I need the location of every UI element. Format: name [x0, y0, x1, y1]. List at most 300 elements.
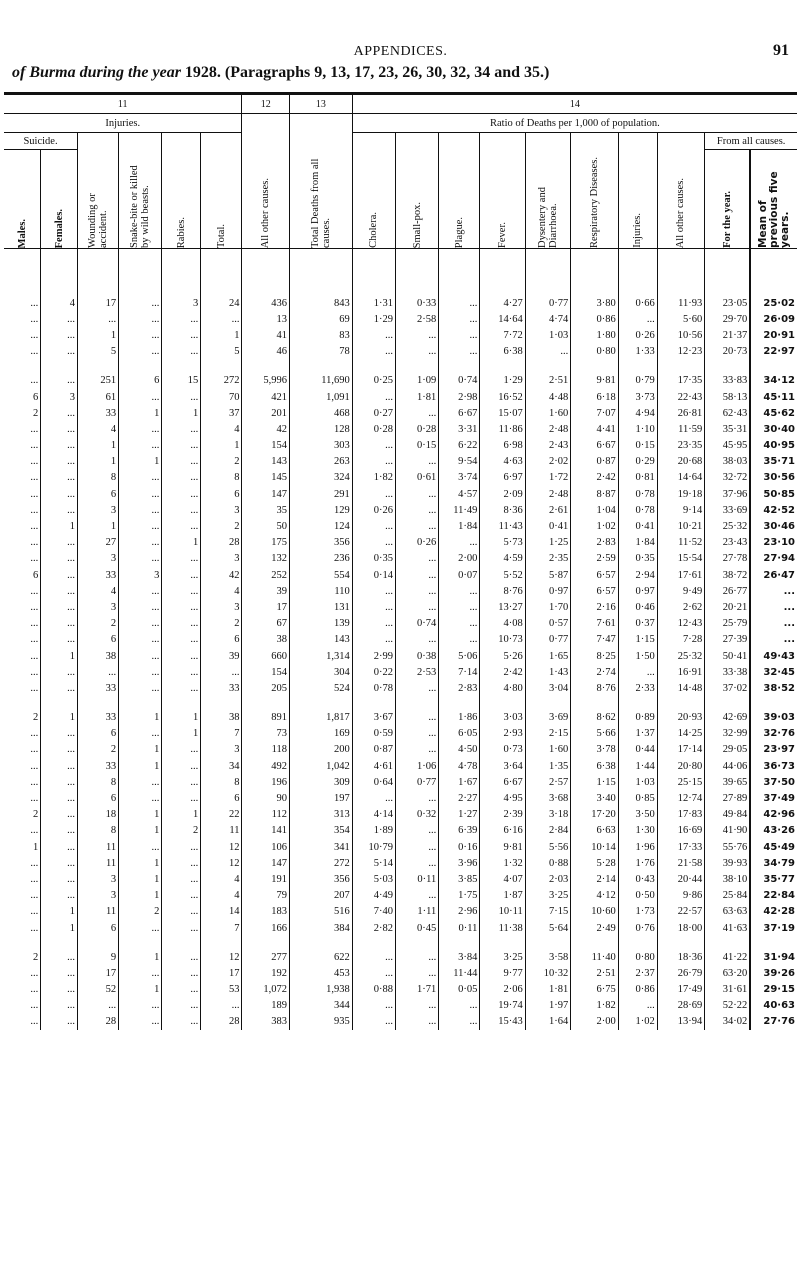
table-cell: ...	[162, 790, 201, 806]
table-cell: 9·49	[657, 583, 705, 599]
table-cell: 6·39	[439, 823, 480, 839]
table-cell: 2·35	[525, 551, 570, 567]
table-cell: 79	[242, 888, 290, 904]
table-cell: 4·57	[439, 486, 480, 502]
table-cell: 0·26	[352, 502, 395, 518]
table-cell: 63·63	[705, 904, 750, 920]
table-cell: 147	[242, 486, 290, 502]
table-cell: 3·69	[525, 710, 570, 726]
table-cell: 15·43	[480, 1014, 525, 1030]
table-cell: 27·89	[705, 790, 750, 806]
table-cell: 2	[78, 742, 119, 758]
table-cell: 191	[242, 871, 290, 887]
table-cell: 344	[290, 998, 353, 1014]
table-cell: ...	[30, 984, 39, 996]
table-cell: 17·35	[657, 373, 705, 389]
table-cell: ...	[162, 774, 201, 790]
table-cell: ...	[30, 375, 39, 387]
table-cell: 45·49	[750, 839, 797, 855]
table-cell: 2	[201, 616, 242, 632]
table-cell: 1·37	[618, 726, 657, 742]
table-cell: 192	[242, 965, 290, 981]
table-cell: 6·05	[439, 726, 480, 742]
table-cell: 2·49	[571, 920, 619, 936]
table-cell: ...	[439, 344, 480, 360]
table-cell: 2·09	[480, 486, 525, 502]
table-cell: ...	[162, 855, 201, 871]
table-cell: ...	[162, 998, 201, 1014]
table-cell: 33	[78, 405, 119, 421]
table-cell: 3·40	[571, 790, 619, 806]
table-body	[4, 249, 797, 1031]
table-cell: 309	[290, 774, 353, 790]
table-cell: 1·76	[618, 855, 657, 871]
table-cell: 2·33	[618, 680, 657, 696]
table-cell: 1·03	[618, 774, 657, 790]
table-cell: 0·38	[396, 648, 439, 664]
table-cell: 154	[242, 664, 290, 680]
table-cell: 303	[290, 438, 353, 454]
table-cell: 43·26	[750, 823, 797, 839]
table-cell: 22	[201, 807, 242, 823]
table-cell: 5·26	[480, 648, 525, 664]
table-cell: 3·80	[571, 295, 619, 311]
table-cell: 1·09	[396, 373, 439, 389]
col-header-small-pox: Small-pox.	[411, 201, 423, 248]
col-header-injuries-total: Total.	[215, 223, 227, 248]
table-cell: ...	[41, 632, 78, 648]
table-cell: 8·62	[571, 710, 619, 726]
table-cell: 1	[119, 871, 162, 887]
table-cell: 1	[33, 841, 39, 853]
table-cell: 324	[290, 470, 353, 486]
table-cell: 7·14	[439, 664, 480, 680]
table-cell: ...	[41, 949, 78, 965]
table-cell: ...	[119, 470, 162, 486]
table-cell: ...	[41, 680, 78, 696]
table-cell: 5·73	[480, 535, 525, 551]
table-row	[4, 454, 797, 470]
table-cell: ...	[119, 438, 162, 454]
table-cell: ...	[30, 329, 39, 341]
table-cell: ...	[30, 537, 39, 549]
table-cell: ...	[41, 726, 78, 742]
table-cell: ...	[439, 616, 480, 632]
table-cell: 29·05	[705, 742, 750, 758]
table-cell: ...	[119, 616, 162, 632]
table-cell: 4	[78, 421, 119, 437]
table-cell: 2·98	[439, 389, 480, 405]
table-cell: 2·82	[352, 920, 395, 936]
table-cell: ...	[162, 871, 201, 887]
table-cell: 1	[78, 518, 119, 534]
table-cell: 34·12	[750, 373, 797, 389]
table-cell: 175	[242, 535, 290, 551]
table-row	[4, 839, 797, 855]
table-cell: 10·32	[525, 965, 570, 981]
table-cell: ...	[30, 873, 39, 885]
table-cell: 15·54	[657, 551, 705, 567]
table-cell: 28	[201, 1014, 242, 1030]
table-row	[4, 807, 797, 823]
table-cell: 0·44	[618, 742, 657, 758]
table-cell: ...	[119, 965, 162, 981]
table-cell: ...	[30, 504, 39, 516]
table-cell: ...	[162, 648, 201, 664]
table-row	[4, 982, 797, 998]
table-cell: 2·59	[571, 551, 619, 567]
table-cell: 1	[119, 823, 162, 839]
table-cell: 0·61	[396, 470, 439, 486]
table-cell: 1	[162, 405, 201, 421]
table-cell: 26·77	[705, 583, 750, 599]
table-cell: 0·64	[352, 774, 395, 790]
table-cell: 16·91	[657, 664, 705, 680]
table-cell: 1·60	[525, 405, 570, 421]
table-cell: 2·27	[439, 790, 480, 806]
table-cell: 1	[78, 454, 119, 470]
table-cell: 0·41	[618, 518, 657, 534]
table-cell: 6·75	[571, 982, 619, 998]
table-row	[4, 327, 797, 343]
table-cell: 38·03	[705, 454, 750, 470]
table-cell: 3·04	[525, 680, 570, 696]
table-cell: ...	[352, 389, 395, 405]
table-cell: 7·07	[571, 405, 619, 421]
table-cell: 1·33	[618, 344, 657, 360]
table-cell: 4·07	[480, 871, 525, 887]
table-cell: 22·84	[750, 888, 797, 904]
table-cell: 2·84	[525, 823, 570, 839]
table-cell: 196	[242, 774, 290, 790]
table-cell: ...	[396, 888, 439, 904]
table-cell: 0·29	[618, 454, 657, 470]
table-cell: ...	[162, 454, 201, 470]
table-cell: 15	[162, 373, 201, 389]
table-cell: ...	[41, 583, 78, 599]
table-cell: 145	[242, 470, 290, 486]
table-cell: 1	[201, 438, 242, 454]
table-cell: 272	[201, 373, 242, 389]
col-header-fever: Fever.	[497, 222, 509, 248]
table-cell: 0·87	[352, 742, 395, 758]
table-cell: 6·57	[571, 567, 619, 583]
table-cell: 61	[78, 389, 119, 405]
table-cell: 11	[78, 904, 119, 920]
table-cell: 3	[78, 871, 119, 887]
table-cell: 32·72	[705, 470, 750, 486]
table-cell: 83	[290, 327, 353, 343]
table-cell: 112	[242, 807, 290, 823]
table-cell: ...	[396, 632, 439, 648]
table-cell: ...	[162, 344, 201, 360]
table-cell: ...	[162, 311, 201, 327]
table-cell: ...	[162, 470, 201, 486]
table-cell: ...	[352, 790, 395, 806]
table-cell: ...	[162, 664, 201, 680]
table-cell: 2·00	[571, 1014, 619, 1030]
table-cell: ...	[30, 666, 39, 678]
table-cell: 1·02	[618, 1014, 657, 1030]
table-cell: 12	[201, 855, 242, 871]
table-cell: 52·22	[705, 998, 750, 1014]
table-cell: ...	[41, 664, 78, 680]
col-header-plague: Plague.	[453, 216, 465, 248]
table-cell: 129	[290, 502, 353, 518]
table-row	[4, 998, 797, 1014]
table-cell: 143	[242, 454, 290, 470]
table-cell: 1·43	[525, 664, 570, 680]
table-cell: 4·49	[352, 888, 395, 904]
table-cell: 30·56	[750, 470, 797, 486]
table-cell: 2·43	[525, 438, 570, 454]
table-cell: 1·04	[571, 502, 619, 518]
table-row	[4, 888, 797, 904]
table-cell: ...	[41, 871, 78, 887]
table-cell: 0·35	[618, 551, 657, 567]
table-cell: 6·57	[571, 583, 619, 599]
table-cell: 1	[119, 949, 162, 965]
table-cell: ...	[750, 583, 797, 599]
table-cell: ...	[30, 634, 39, 646]
table-cell: 356	[290, 871, 353, 887]
table-cell: 11·38	[480, 920, 525, 936]
table-cell: ...	[41, 965, 78, 981]
table-cell: 6	[78, 486, 119, 502]
table-cell: 23·43	[705, 535, 750, 551]
table-cell: ...	[119, 599, 162, 615]
table-cell: 132	[242, 551, 290, 567]
table-cell: ...	[41, 888, 78, 904]
table-cell: 1	[41, 920, 78, 936]
table-cell: 3·85	[439, 871, 480, 887]
table-cell: 1,091	[290, 389, 353, 405]
table-cell: 1·06	[396, 758, 439, 774]
table-cell: 6·38	[571, 758, 619, 774]
table-cell: 0·57	[525, 616, 570, 632]
table-cell: 4·14	[352, 807, 395, 823]
table-cell: 37	[201, 405, 242, 421]
table-cell: 200	[290, 742, 353, 758]
table-cell: 124	[290, 518, 353, 534]
table-cell: ...	[162, 839, 201, 855]
table-cell: 11·43	[480, 518, 525, 534]
table-cell: ...	[119, 535, 162, 551]
table-cell: 1·87	[480, 888, 525, 904]
table-cell: 3·25	[480, 949, 525, 965]
table-cell: 38	[201, 710, 242, 726]
table-cell: 1·84	[439, 518, 480, 534]
table-cell: 6·97	[480, 470, 525, 486]
table-cell: ...	[30, 922, 39, 934]
table-cell: 0·85	[618, 790, 657, 806]
table-cell: ...	[396, 965, 439, 981]
table-cell: 5	[201, 344, 242, 360]
table-cell: 28	[201, 535, 242, 551]
table-cell: 1·02	[571, 518, 619, 534]
table-cell: 70	[201, 389, 242, 405]
table-cell: 7	[201, 920, 242, 936]
table-cell: 73	[242, 726, 290, 742]
table-cell: 9	[78, 949, 119, 965]
table-cell: 2·02	[525, 454, 570, 470]
table-cell: ...	[162, 758, 201, 774]
table-row	[4, 632, 797, 648]
table-cell: 0·89	[618, 710, 657, 726]
table-cell: 41·90	[705, 823, 750, 839]
table-cell: 0·78	[352, 680, 395, 696]
table-cell: ...	[352, 454, 395, 470]
table-cell: 18·00	[657, 920, 705, 936]
table-cell: 0·74	[439, 373, 480, 389]
table-cell: 207	[290, 888, 353, 904]
table-cell: 33	[78, 710, 119, 726]
table-cell: ...	[439, 1014, 480, 1030]
table-cell: 55·76	[705, 839, 750, 855]
table-cell: 3	[78, 551, 119, 567]
table-cell: 9·81	[480, 839, 525, 855]
table-cell: 1·27	[439, 807, 480, 823]
table-cell: 2	[201, 518, 242, 534]
table-cell: 42·28	[750, 904, 797, 920]
table-cell: ...	[525, 344, 570, 360]
table-cell: 42	[242, 421, 290, 437]
table-cell: 40·63	[750, 998, 797, 1014]
table-cell: 0·14	[352, 567, 395, 583]
table-cell: 5·56	[525, 839, 570, 855]
table-cell: ...	[162, 551, 201, 567]
table-cell: 31·94	[750, 949, 797, 965]
table-cell: 1	[119, 710, 162, 726]
table-cell: 0·76	[618, 920, 657, 936]
table-cell: ...	[162, 389, 201, 405]
table-cell: ...	[41, 373, 78, 389]
table-cell: 6·67	[571, 438, 619, 454]
table-cell: 1	[119, 454, 162, 470]
table-cell: 3	[78, 888, 119, 904]
table-cell: ...	[41, 405, 78, 421]
table-cell: 45·11	[750, 389, 797, 405]
table-cell: 0·28	[352, 421, 395, 437]
table-cell: 1·70	[525, 599, 570, 615]
table-cell: 0·05	[439, 982, 480, 998]
table-cell: 0·25	[352, 373, 395, 389]
table-cell: ...	[119, 1014, 162, 1030]
table-cell: ...	[396, 405, 439, 421]
table-cell: 62·43	[705, 405, 750, 421]
table-cell: 6·67	[439, 405, 480, 421]
table-cell: 1·86	[439, 710, 480, 726]
table-cell: 252	[242, 567, 290, 583]
table-cell: 1·80	[571, 327, 619, 343]
table-cell: 5·06	[439, 648, 480, 664]
table-cell: 26·79	[657, 965, 705, 981]
table-cell: 41·22	[705, 949, 750, 965]
table-cell: 2·39	[480, 807, 525, 823]
table-cell: 3	[201, 599, 242, 615]
table-cell: 15·07	[480, 405, 525, 421]
table-cell: ...	[41, 567, 78, 583]
table-cell: ...	[30, 825, 39, 837]
table-cell: 11·59	[657, 421, 705, 437]
table-cell: 4	[78, 583, 119, 599]
table-cell: 10·73	[480, 632, 525, 648]
table-cell: ...	[119, 295, 162, 311]
table-cell: 23·10	[750, 535, 797, 551]
table-cell: ...	[396, 726, 439, 742]
table-cell: 39·03	[750, 710, 797, 726]
table-cell: ...	[201, 998, 242, 1014]
table-cell: 25·84	[705, 888, 750, 904]
table-cell: ...	[41, 311, 78, 327]
table-cell: ...	[41, 599, 78, 615]
col-header-females: Females.	[53, 208, 65, 248]
table-row	[4, 616, 797, 632]
table-cell: ...	[119, 998, 162, 1014]
table-cell: 356	[290, 535, 353, 551]
table-cell: ...	[618, 311, 657, 327]
table-row	[4, 470, 797, 486]
table-cell: ...	[162, 583, 201, 599]
table-row	[4, 583, 797, 599]
table-cell: ...	[41, 327, 78, 343]
table-cell: 42	[201, 567, 242, 583]
table-cell: 35·31	[705, 421, 750, 437]
table-cell: ...	[396, 567, 439, 583]
table-cell: 11	[201, 823, 242, 839]
table-row	[4, 680, 797, 696]
table-cell: 622	[290, 949, 353, 965]
table-cell: 0·77	[396, 774, 439, 790]
table-cell: 42·69	[705, 710, 750, 726]
table-cell: 2·06	[480, 982, 525, 998]
table-row	[4, 389, 797, 405]
table-row	[4, 311, 797, 327]
table-cell: ...	[352, 327, 395, 343]
injuries-group-header: Injuries.	[4, 114, 242, 133]
table-cell: 1·31	[352, 295, 395, 311]
table-row	[4, 421, 797, 437]
table-cell: 0·35	[352, 551, 395, 567]
table-cell: 8·76	[571, 680, 619, 696]
table-cell: 4·63	[480, 454, 525, 470]
table-cell: 37·49	[750, 790, 797, 806]
table-cell: 0·46	[618, 599, 657, 615]
table-cell: ...	[41, 454, 78, 470]
table-cell: 1·29	[352, 311, 395, 327]
table-cell: 3	[41, 389, 78, 405]
table-row	[4, 567, 797, 583]
table-cell: 1·73	[618, 904, 657, 920]
table-cell: ...	[352, 438, 395, 454]
table-cell: 12·43	[657, 616, 705, 632]
table-cell: ...	[352, 583, 395, 599]
table-cell: 41	[242, 327, 290, 343]
table-cell: ...	[78, 664, 119, 680]
table-cell: 25·32	[705, 518, 750, 534]
table-cell: 39	[242, 583, 290, 599]
table-cell: 166	[242, 920, 290, 936]
ratio-group-header: Ratio of Deaths per 1,000 of population.	[352, 114, 797, 133]
table-cell: 3	[201, 742, 242, 758]
table-cell: 24	[201, 295, 242, 311]
table-cell: 251	[78, 373, 119, 389]
table-cell: 37·02	[705, 680, 750, 696]
table-cell: ...	[78, 998, 119, 1014]
table-row	[4, 855, 797, 871]
table-cell: ...	[352, 965, 395, 981]
table-cell: ...	[396, 518, 439, 534]
